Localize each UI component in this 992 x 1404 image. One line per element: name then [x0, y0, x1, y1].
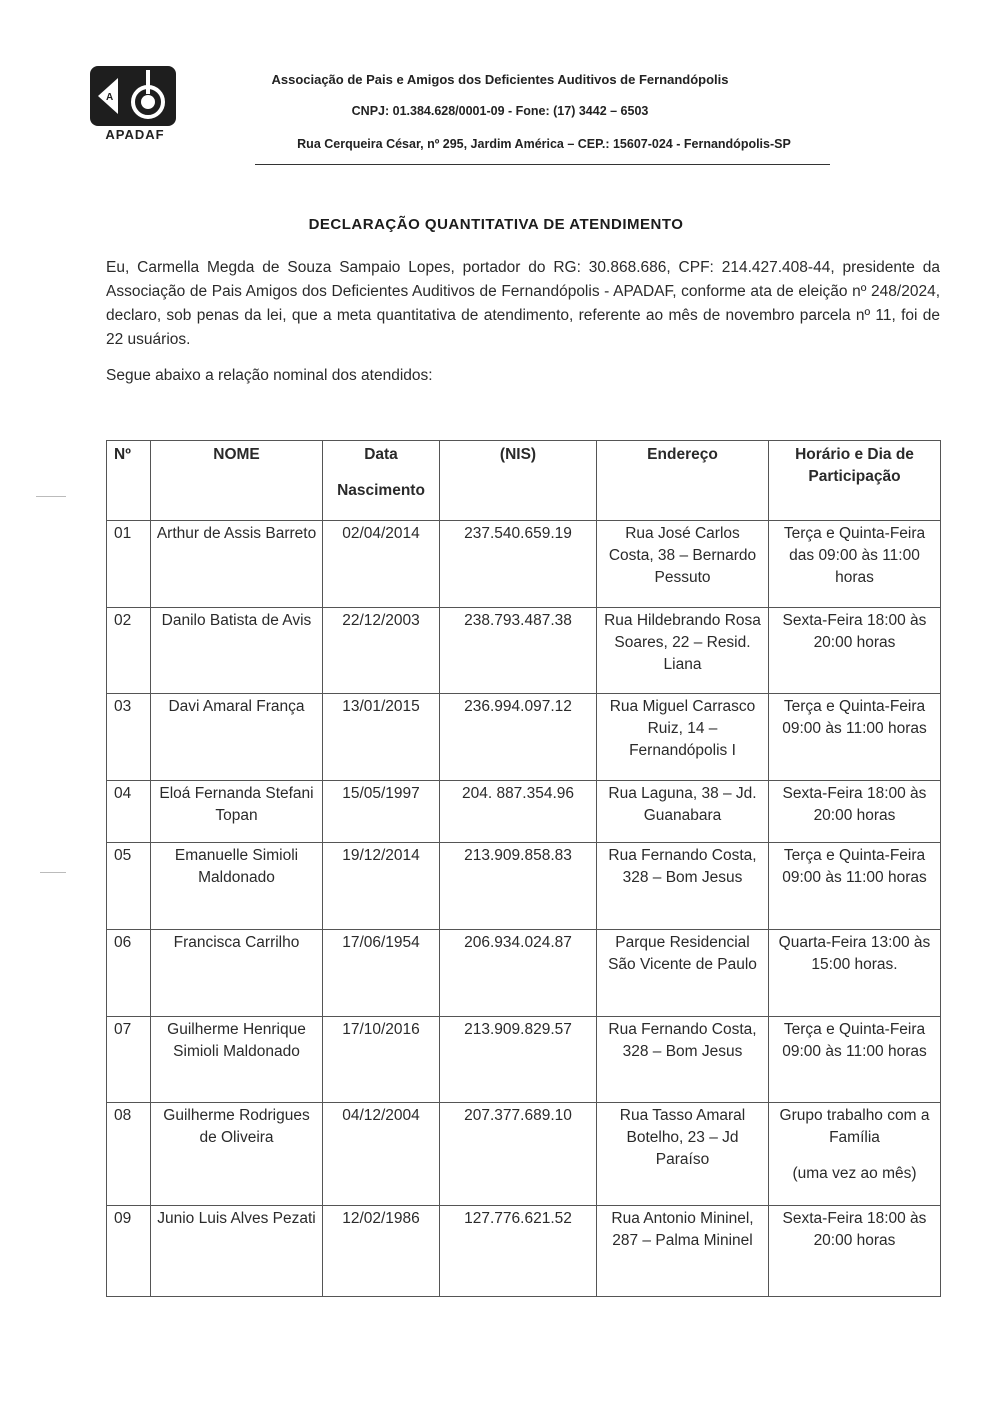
cell-address: [597, 694, 769, 781]
cell-nis: [440, 1103, 597, 1206]
cell-address: [597, 843, 769, 930]
cell-number: [107, 521, 151, 608]
cell-birthdate-text: 13/01/2015: [342, 698, 420, 715]
cell-number-text: 03: [114, 698, 132, 715]
cell-number-text: 06: [114, 934, 132, 951]
cell-schedule-text: Terça e Quinta-Feira das 09:00 às 11:00 horas: [783, 525, 926, 586]
cell-number: [107, 781, 151, 843]
cell-address: [597, 1103, 769, 1206]
cell-nis-text: 237.540.659.19: [464, 525, 572, 542]
header-birthdate: [323, 441, 440, 521]
cell-address: [597, 608, 769, 694]
cell-schedule-text: Sexta-Feira 18:00 às 20:00 horas: [782, 1210, 927, 1249]
cell-name-text: Francisca Carrilho: [173, 934, 300, 951]
declaration-paragraph: Eu, Carmella Megda de Souza Sampaio Lopes, portador do RG: 30.868.686, CPF: 214.427.408-44, presidente da Associação de Pais Amigos dos Deficientes Auditivos de Fernandópolis - APADAF, conforme ata de eleição nº 248/2024, declaro, sob penas da lei, que a meta quantitativa de atendimento, referente ao mês de novembro parcela nº 11, foi de 22 usuários.: [106, 259, 940, 348]
cell-birthdate-text: 19/12/2014: [342, 847, 420, 864]
association-name: Associação de Pais e Amigos dos Deficientes Auditivos de Fernandópolis: [271, 72, 729, 87]
cell-nis: [440, 930, 597, 1017]
cell-address-text: Rua José Carlos Costa, 38 – Bernardo Pessuto: [608, 525, 757, 586]
cell-number: [107, 1206, 151, 1297]
cell-address-text: Rua Tasso Amaral Botelho, 23 – Jd Paraíso: [619, 1107, 746, 1168]
cell-schedule-text: Sexta-Feira 18:00 às 20:00 horas: [782, 612, 927, 651]
cell-number: [107, 930, 151, 1017]
cell-nis-text: 213.909.858.83: [464, 847, 572, 864]
document-title: DECLARAÇÃO QUANTITATIVA DE ATENDIMENTO: [308, 216, 684, 233]
header-number: Nº: [107, 441, 151, 521]
cell-number: [107, 608, 151, 694]
cell-number: [107, 1103, 151, 1206]
cell-address-text: Rua Fernando Costa, 328 – Bom Jesus: [608, 1021, 757, 1060]
cell-name: [151, 1017, 323, 1103]
cell-birthdate: [323, 1206, 440, 1297]
cell-birthdate-text: 02/04/2014: [342, 525, 420, 542]
cell-address: [597, 930, 769, 1017]
cell-address-text: Parque Residencial São Vicente de Paulo: [608, 934, 757, 973]
cell-number: [107, 843, 151, 930]
cell-nis-text: 127.776.621.52: [464, 1210, 572, 1227]
cell-schedule-text: Terça e Quinta-Feira 09:00 às 11:00 horas: [782, 1021, 927, 1060]
cell-nis: [440, 781, 597, 843]
cell-schedule: [769, 608, 941, 694]
cell-name: [151, 930, 323, 1017]
address: Rua Cerqueira César, nº 295, Jardim América – CEP.: 15607-024 - Fernandópolis-SP: [297, 137, 791, 151]
list-intro: Segue abaixo a relação nominal dos atendidos:: [106, 367, 433, 384]
cell-name-text: Guilherme Rodrigues de Oliveira: [163, 1107, 310, 1146]
scan-mark: [36, 496, 66, 497]
scan-mark: [40, 872, 66, 873]
cell-number: [107, 1017, 151, 1103]
header-birthdate-line1: Data: [364, 446, 398, 463]
cell-birthdate-text: 17/06/1954: [342, 934, 420, 951]
cell-address: [597, 1206, 769, 1297]
cell-schedule-text: Quarta-Feira 13:00 às 15:00 horas.: [778, 934, 931, 973]
cell-nis: [440, 694, 597, 781]
cell-name: [151, 521, 323, 608]
cell-address: [597, 521, 769, 608]
cell-name-text: Davi Amaral França: [168, 698, 305, 715]
cell-name-text: Danilo Batista de Avis: [161, 612, 312, 629]
header-address: Endereço: [597, 441, 769, 521]
cell-nis-text: 213.909.829.57: [464, 1021, 572, 1038]
svg-text:A: A: [106, 92, 114, 103]
cell-nis-text: 206.934.024.87: [464, 934, 572, 951]
cell-name-text: Eloá Fernanda Stefani Topan: [159, 785, 314, 824]
cell-schedule-text: Terça e Quinta-Feira 09:00 às 11:00 horas: [782, 698, 927, 737]
attendees-table: [106, 440, 941, 1297]
cell-number-text: 04: [114, 785, 132, 802]
cell-number-text: 08: [114, 1107, 132, 1124]
cell-address-text: Rua Hildebrando Rosa Soares, 22 – Resid. Liana: [604, 612, 761, 673]
cell-birthdate: [323, 1017, 440, 1103]
cell-address-text: Rua Laguna, 38 – Jd. Guanabara: [608, 785, 757, 824]
cell-schedule-text: Grupo trabalho com a Família: [779, 1107, 930, 1146]
table-header-row: [107, 441, 941, 521]
cell-birthdate-text: 15/05/1997: [342, 785, 420, 802]
cell-schedule: [769, 1206, 941, 1297]
cell-schedule-text: Sexta-Feira 18:00 às 20:00 horas: [782, 785, 927, 824]
cell-nis-text: 238.793.487.38: [464, 612, 572, 629]
cell-address: [597, 781, 769, 843]
header-birthdate-line2: Nascimento: [337, 482, 425, 499]
cell-name-text: Junio Luis Alves Pezati: [157, 1210, 316, 1227]
cell-birthdate: [323, 1103, 440, 1206]
cell-schedule: [769, 521, 941, 608]
logo-text: APADAF: [105, 127, 165, 142]
cell-birthdate: [323, 781, 440, 843]
cell-name: [151, 1103, 323, 1206]
cell-schedule: [769, 930, 941, 1017]
table-row: [107, 781, 941, 843]
cell-birthdate: [323, 694, 440, 781]
cell-address-text: Rua Fernando Costa, 328 – Bom Jesus: [608, 847, 757, 886]
cell-birthdate-text: 04/12/2004: [342, 1107, 420, 1124]
header-schedule: Horário e Dia de Participação: [769, 441, 941, 521]
cell-nis: [440, 843, 597, 930]
header-name: NOME: [151, 441, 323, 521]
cell-number-text: 07: [114, 1021, 132, 1038]
cell-nis-text: 236.994.097.12: [464, 698, 572, 715]
cell-number: [107, 694, 151, 781]
cell-name: [151, 694, 323, 781]
cell-schedule: [769, 781, 941, 843]
cell-birthdate: [323, 608, 440, 694]
cell-birthdate-text: 22/12/2003: [342, 612, 420, 629]
cell-name: [151, 781, 323, 843]
cell-number-text: 02: [114, 612, 132, 629]
cell-nis: [440, 1017, 597, 1103]
cell-number-text: 09: [114, 1210, 132, 1227]
header-divider: [255, 164, 830, 165]
header-nis: (NIS): [440, 441, 597, 521]
cell-address: [597, 1017, 769, 1103]
table-row: [107, 1206, 941, 1297]
cell-birthdate-text: 12/02/1986: [342, 1210, 420, 1227]
cell-nis: [440, 521, 597, 608]
cell-name-text: Arthur de Assis Barreto: [156, 525, 317, 542]
cnpj-phone: CNPJ: 01.384.628/0001-09 - Fone: (17) 3442 – 6503: [351, 104, 649, 118]
table-row: [107, 694, 941, 781]
cell-name-text: Emanuelle Simioli Maldonado: [174, 847, 299, 886]
table-row: [107, 843, 941, 930]
table-row: [107, 608, 941, 694]
cell-nis: [440, 1206, 597, 1297]
cell-schedule-note: (uma vez ao mês): [792, 1165, 917, 1182]
table-row: [107, 1017, 941, 1103]
table-row: [107, 930, 941, 1017]
cell-address-text: Rua Miguel Carrasco Ruiz, 14 – Fernandópolis I: [609, 698, 756, 759]
cell-name: [151, 608, 323, 694]
cell-address-text: Rua Antonio Mininel, 287 – Palma Mininel: [611, 1210, 754, 1249]
cell-name: [151, 843, 323, 930]
cell-birthdate: [323, 521, 440, 608]
cell-nis: [440, 608, 597, 694]
cell-schedule: [769, 694, 941, 781]
cell-birthdate: [323, 843, 440, 930]
cell-number-text: 05: [114, 847, 132, 864]
cell-number-text: 01: [114, 525, 132, 542]
cell-nis-text: 207.377.689.10: [464, 1107, 572, 1124]
cell-schedule: [769, 1017, 941, 1103]
table-row: [107, 521, 941, 608]
cell-schedule: [769, 1103, 941, 1206]
cell-name-text: Guilherme Henrique Simioli Maldonado: [167, 1021, 306, 1060]
table-row: [107, 1103, 941, 1206]
cell-birthdate-text: 17/10/2016: [342, 1021, 420, 1038]
cell-birthdate: [323, 930, 440, 1017]
cell-schedule: [769, 843, 941, 930]
cell-name: [151, 1206, 323, 1297]
cell-schedule-text: Terça e Quinta-Feira 09:00 às 11:00 horas: [782, 847, 927, 886]
cell-nis-text: 204. 887.354.96: [461, 785, 575, 802]
